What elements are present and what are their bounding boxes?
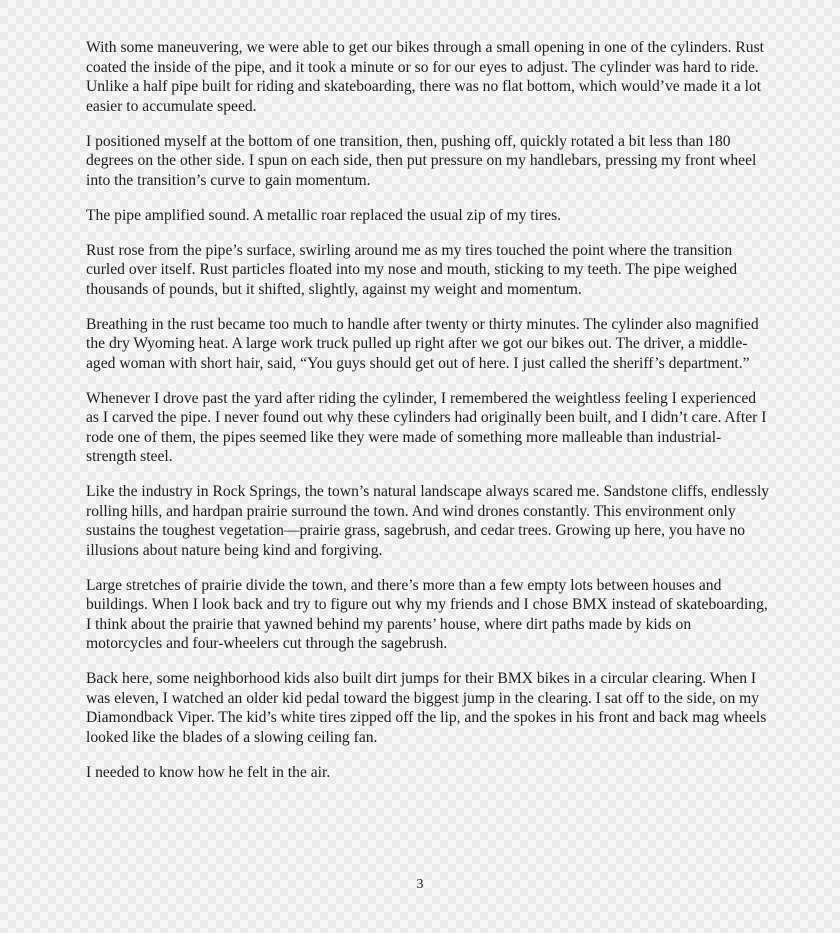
paragraph: Large stretches of prairie divide the town, and there’s more than a few empty lots between houses and buildings. When I look back and try to figure out why my friends and I chose BMX instead of skateboarding, I think about the prairie that yawned behind my parents’ house, where dirt paths made by kids on motorcycles and four-wheelers cut through the sagebrush. bbox=[86, 576, 768, 652]
paragraph: Rust rose from the pipe’s surface, swirling around me as my tires touched the point where the transition curled over itself. Rust particles floated into my nose and mouth, sticking to my teeth. The pipe weighed thousands of pounds, but it shifted, slightly, against my weight and momentum. bbox=[86, 241, 738, 298]
paragraph: I positioned myself at the bottom of one transition, then, pushing off, quickly rotated a bit less than 180 degrees on the other side. I spun on each side, then put pressure on my handlebars, pressing my front wheel into the transition’s curve to gain momentum. bbox=[86, 132, 757, 189]
paragraph: Breathing in the rust became too much to handle after twenty or thirty minutes. The cylinder also magnified the dry Wyoming heat. A large work truck pulled up right after we got our bikes out. The driver, a middle-aged woman with short hair, said, “You guys should get out of here. I just called the sheriff’s department.” bbox=[86, 315, 759, 372]
body-text bbox=[86, 38, 770, 782]
page-number: 3 bbox=[416, 877, 424, 892]
paragraph: Whenever I drove past the yard after riding the cylinder, I remembered the weightless feeling I experienced as I carved the pipe. I never found out why these cylinders had originally been built, and I didn’t care. After I rode one of them, the pipes seemed like they were made of something more malleable than industrial-strength steel. bbox=[86, 389, 767, 465]
paragraph: Like the industry in Rock Springs, the town’s natural landscape always scared me. Sandstone cliffs, endlessly rolling hills, and hardpan prairie surround the town. And wind drones constantly. This environment only sustains the toughest vegetation—prairie grass, sagebrush, and cedar trees. Growing up here, you have no illusions about nature being kind and forgiving. bbox=[86, 483, 770, 559]
paragraph: The pipe amplified sound. A metallic roar replaced the usual zip of my tires. bbox=[86, 206, 562, 224]
paragraph: I needed to know how he felt in the air. bbox=[86, 763, 331, 781]
paragraph: Back here, some neighborhood kids also built dirt jumps for their BMX bikes in a circular clearing. When I was eleven, I watched an older kid pedal toward the biggest jump in the clearing. I sat off to the side, on my Diamondback Viper. The kid’s white tires zipped off the lip, and the spokes in his front and back mag wheels looked like the blades of a slowing ceiling fan. bbox=[86, 670, 767, 746]
paragraph: With some maneuvering, we were able to get our bikes through a small opening in one of the cylinders. Rust coated the inside of the pipe, and it took a minute or so for our eyes to adjust. The cylinder was hard to ride. Unlike a half pipe built for riding and skateboarding, there was no flat bottom, which would’ve made it a lot easier to accumulate speed. bbox=[86, 39, 764, 115]
